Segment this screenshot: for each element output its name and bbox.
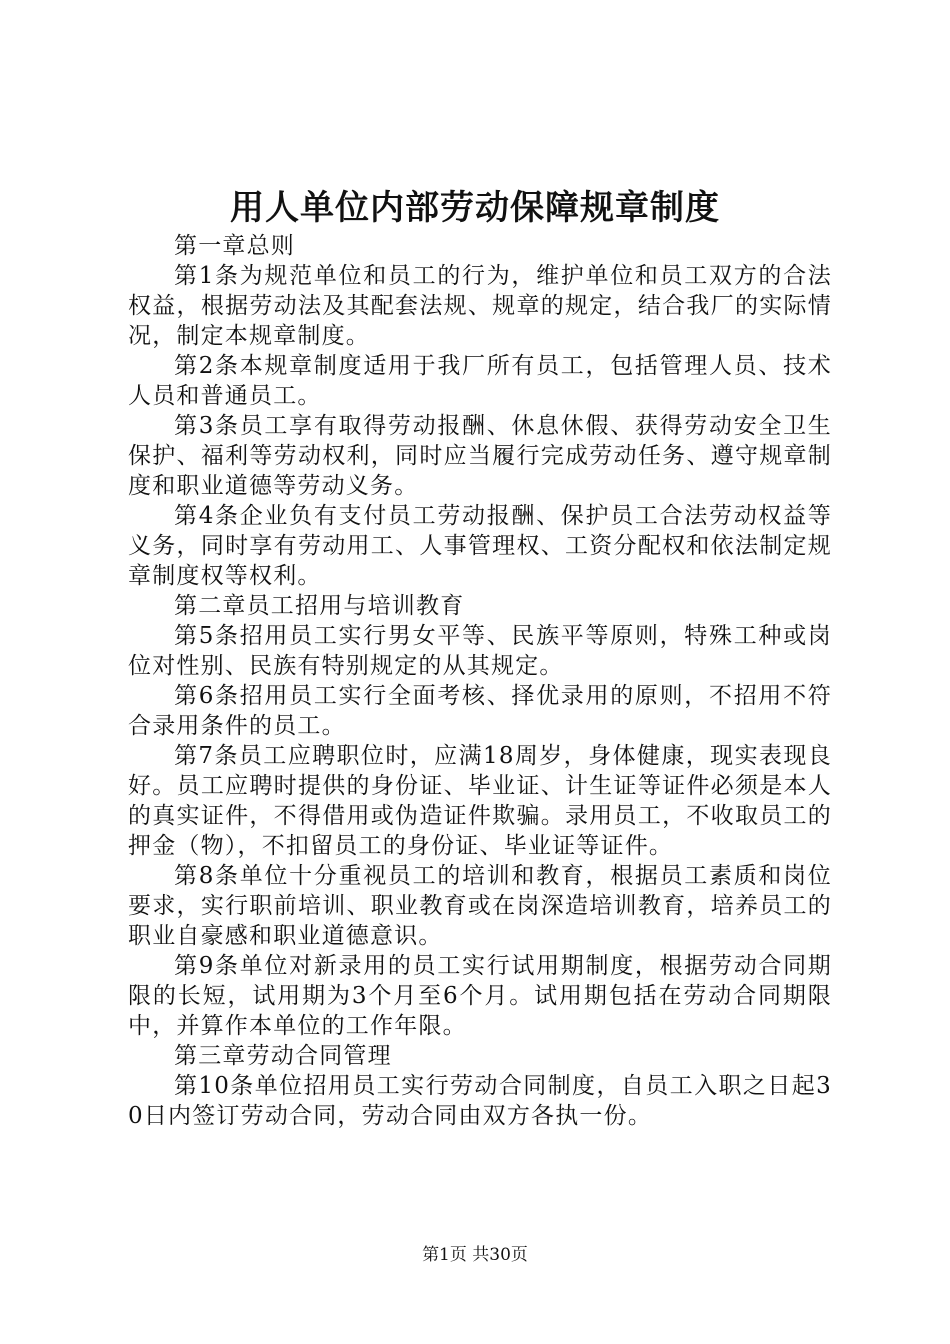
document-body <box>128 231 832 1131</box>
article-paragraph: 第7条员工应聘职位时，应满18周岁，身体健康，现实表现良好。员工应聘时提供的身份证、毕业证、计生证等证件必须是本人的真实证件，不得借用或伪造证件欺骗。录用员工，不收取员工的押金（物），不扣留员工的身份证、毕业证等证件。 <box>128 743 832 859</box>
page-title: 用人单位内部劳动保障规章制度 <box>230 188 720 228</box>
page-number-footer: 第1页 共30页 <box>422 1245 528 1265</box>
article-paragraph: 第1条为规范单位和员工的行为，维护单位和员工双方的合法权益，根据劳动法及其配套法规、规章的规定，结合我厂的实际情况，制定本规章制度。 <box>128 263 832 349</box>
article-paragraph: 第3条员工享有取得劳动报酬、休息休假、获得劳动安全卫生保护、福利等劳动权利，同时应当履行完成劳动任务、遵守规章制度和职业道德等劳动义务。 <box>128 413 832 499</box>
chapter-heading: 第二章员工招用与培训教育 <box>174 593 465 619</box>
chapter-heading: 第三章劳动合同管理 <box>174 1043 392 1069</box>
article-paragraph: 第6条招用员工实行全面考核、择优录用的原则，不招用不符合录用条件的员工。 <box>128 683 832 739</box>
article-paragraph: 第4条企业负有支付员工劳动报酬、保护员工合法劳动权益等义务，同时享有劳动用工、人事管理权、工资分配权和依法制定规章制度权等权利。 <box>128 503 832 589</box>
article-paragraph: 第8条单位十分重视员工的培训和教育，根据员工素质和岗位要求，实行职前培训、职业教育或在岗深造培训教育，培养员工的职业自豪感和职业道德意识。 <box>128 863 832 949</box>
chapter-heading: 第一章总则 <box>174 233 295 259</box>
article-paragraph: 第5条招用员工实行男女平等、民族平等原则，特殊工种或岗位对性别、民族有特别规定的从其规定。 <box>128 623 832 679</box>
article-paragraph: 第10条单位招用员工实行劳动合同制度，自员工入职之日起30日内签订劳动合同，劳动合同由双方各执一份。 <box>128 1073 832 1129</box>
article-paragraph: 第2条本规章制度适用于我厂所有员工，包括管理人员、技术人员和普通员工。 <box>128 353 832 409</box>
article-paragraph: 第9条单位对新录用的员工实行试用期制度，根据劳动合同期限的长短，试用期为3个月至6个月。试用期包括在劳动合同期限中，并算作本单位的工作年限。 <box>128 953 832 1039</box>
